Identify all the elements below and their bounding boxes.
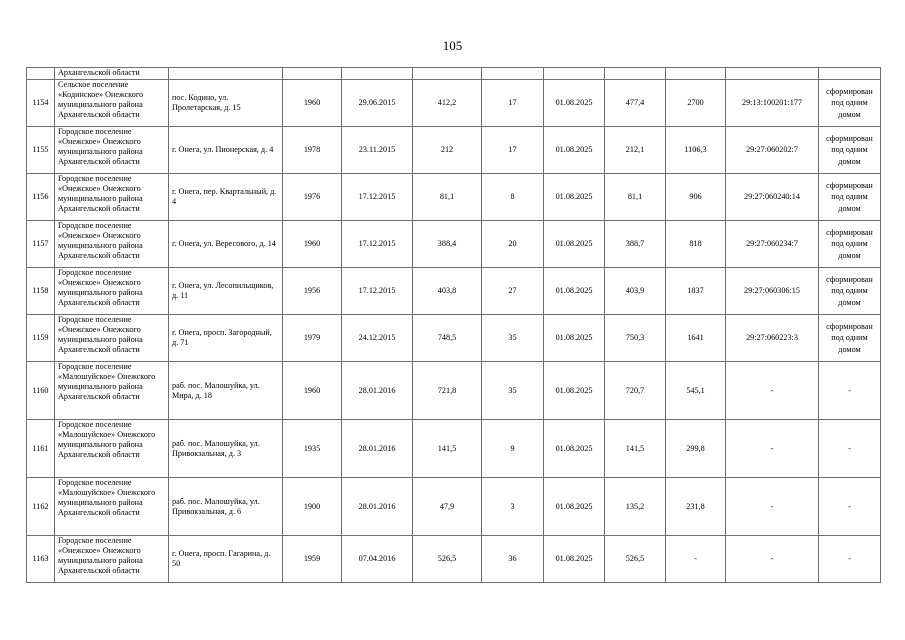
table-cell — [482, 68, 544, 80]
area-cell: 47,9 — [413, 478, 482, 536]
area-cell: 212,1 — [605, 127, 666, 174]
residents-cell: 9 — [482, 420, 544, 478]
build-year-cell: 1979 — [283, 315, 342, 362]
residents-cell: 8 — [482, 174, 544, 221]
row-number-cell: 1160 — [27, 362, 55, 420]
build-year-cell: 1960 — [283, 80, 342, 127]
address-cell: г. Онега, ул. Вересового, д. 14 — [169, 221, 283, 268]
residents-cell: 3 — [482, 478, 544, 536]
row-number-cell: 1162 — [27, 478, 55, 536]
note-cell: сформирован под одним домом — [819, 174, 881, 221]
table-cell — [342, 68, 413, 80]
row-number-cell: 1159 — [27, 315, 55, 362]
build-year-cell: 1978 — [283, 127, 342, 174]
residents-cell: 36 — [482, 536, 544, 583]
build-year-cell: 1959 — [283, 536, 342, 583]
address-cell: г. Онега, ул. Пионерская, д. 4 — [169, 127, 283, 174]
address-cell: раб. пос. Малошуйка, ул. Мира, д. 18 — [169, 362, 283, 420]
area-cell: 81,1 — [413, 174, 482, 221]
build-year-cell: 1935 — [283, 420, 342, 478]
area-cell: 526,5 — [413, 536, 482, 583]
area-cell: 141,5 — [605, 420, 666, 478]
residents-cell: 35 — [482, 315, 544, 362]
note-cell: сформирован под одним домом — [819, 221, 881, 268]
build-year-cell: 1976 — [283, 174, 342, 221]
recognition-date-cell: 17.12.2015 — [342, 221, 413, 268]
row-number-cell: 1155 — [27, 127, 55, 174]
settlement-name-cell: Городское поселение «Онежское» Онежского муниципального района Архангельской области — [55, 174, 169, 221]
address-cell: г. Онега, просп. Гагарина, д. 50 — [169, 536, 283, 583]
recognition-date-cell: 17.12.2015 — [342, 268, 413, 315]
table-row — [27, 536, 881, 583]
area-cell: 403,9 — [605, 268, 666, 315]
table-cell — [819, 68, 881, 80]
settlement-name-cell: Городское поселение «Онежское» Онежского муниципального района Архангельской области — [55, 315, 169, 362]
recognition-date-cell: 29.06.2015 — [342, 80, 413, 127]
note-cell: сформирован под одним домом — [819, 268, 881, 315]
recognition-date-cell: 23.11.2015 — [342, 127, 413, 174]
land-area-cell: 1106,3 — [666, 127, 726, 174]
address-cell: г. Онега, пер. Квартальный, д. 4 — [169, 174, 283, 221]
area-cell: 388,7 — [605, 221, 666, 268]
table-row — [27, 478, 881, 536]
address-cell: г. Онега, просп. Загородный, д. 71 — [169, 315, 283, 362]
note-cell: - — [819, 420, 881, 478]
plan-date-cell: 01.08.2025 — [544, 80, 605, 127]
settlement-name-cell: Городское поселение «Онежское» Онежского муниципального района Архангельской области — [55, 268, 169, 315]
build-year-cell: 1900 — [283, 478, 342, 536]
table-row — [27, 127, 881, 174]
land-area-cell: 231,8 — [666, 478, 726, 536]
settlement-name-cell: Городское поселение «Малошуйское» Онежского муниципального района Архангельской области — [55, 362, 169, 420]
plan-date-cell: 01.08.2025 — [544, 127, 605, 174]
recognition-date-cell: 07.04.2016 — [342, 536, 413, 583]
note-cell: сформирован под одним домом — [819, 127, 881, 174]
area-cell: 477,4 — [605, 80, 666, 127]
row-number-cell: 1156 — [27, 174, 55, 221]
plan-date-cell: 01.08.2025 — [544, 478, 605, 536]
table-cell — [726, 68, 819, 80]
recognition-date-cell: 17.12.2015 — [342, 174, 413, 221]
area-cell: 412,2 — [413, 80, 482, 127]
area-cell: 721,8 — [413, 362, 482, 420]
note-cell: сформирован под одним домом — [819, 80, 881, 127]
land-area-cell: 818 — [666, 221, 726, 268]
area-cell: 135,2 — [605, 478, 666, 536]
table-row — [27, 80, 881, 127]
address-cell: раб. пос. Малошуйка, ул. Привокзальная, д. 3 — [169, 420, 283, 478]
note-cell: - — [819, 362, 881, 420]
area-cell: 81,1 — [605, 174, 666, 221]
table-row — [27, 174, 881, 221]
residents-cell: 17 — [482, 127, 544, 174]
cadastral-number-cell: - — [726, 478, 819, 536]
settlement-name-cell: Городское поселение «Онежское» Онежского муниципального района Архангельской области — [55, 127, 169, 174]
settlement-name-cell: Городское поселение «Малошуйское» Онежского муниципального района Архангельской области — [55, 478, 169, 536]
table-row — [27, 268, 881, 315]
table-cell — [544, 68, 605, 80]
residents-cell: 20 — [482, 221, 544, 268]
build-year-cell: 1956 — [283, 268, 342, 315]
note-cell: сформирован под одним домом — [819, 315, 881, 362]
cadastral-number-cell: - — [726, 536, 819, 583]
residents-cell: 35 — [482, 362, 544, 420]
row-number-cell: 1154 — [27, 80, 55, 127]
land-area-cell: 299,8 — [666, 420, 726, 478]
row-number-cell: 1158 — [27, 268, 55, 315]
land-area-cell: 1641 — [666, 315, 726, 362]
cadastral-number-cell: 29:27:060306:15 — [726, 268, 819, 315]
settlement-name-cell: Городское поселение «Онежское» Онежского муниципального района Архангельской области — [55, 221, 169, 268]
residents-cell: 27 — [482, 268, 544, 315]
plan-date-cell: 01.08.2025 — [544, 536, 605, 583]
cadastral-number-cell: 29:27:060202:7 — [726, 127, 819, 174]
table-row — [27, 221, 881, 268]
land-area-cell: 1837 — [666, 268, 726, 315]
land-area-cell: - — [666, 536, 726, 583]
row-number-cell: 1163 — [27, 536, 55, 583]
recognition-date-cell: 28.01.2016 — [342, 420, 413, 478]
table-row — [27, 315, 881, 362]
table-cell — [413, 68, 482, 80]
address-cell: пос. Кодино, ул. Пролетарская, д. 15 — [169, 80, 283, 127]
plan-date-cell: 01.08.2025 — [544, 221, 605, 268]
note-cell: - — [819, 536, 881, 583]
area-cell: 212 — [413, 127, 482, 174]
table-cell — [283, 68, 342, 80]
page-number: 105 — [442, 38, 463, 53]
plan-date-cell: 01.08.2025 — [544, 174, 605, 221]
area-cell: 526,5 — [605, 536, 666, 583]
settlement-name-cell: Городское поселение «Малошуйское» Онежского муниципального района Архангельской области — [55, 420, 169, 478]
land-area-cell: 2700 — [666, 80, 726, 127]
area-cell: 403,8 — [413, 268, 482, 315]
plan-date-cell: 01.08.2025 — [544, 315, 605, 362]
carryover-row — [27, 68, 881, 80]
table-cell — [666, 68, 726, 80]
row-number-cell: 1157 — [27, 221, 55, 268]
plan-date-cell: 01.08.2025 — [544, 362, 605, 420]
residents-cell: 17 — [482, 80, 544, 127]
table-cell — [169, 68, 283, 80]
plan-date-cell: 01.08.2025 — [544, 420, 605, 478]
cadastral-number-cell: 29:27:060234:7 — [726, 221, 819, 268]
plan-date-cell: 01.08.2025 — [544, 268, 605, 315]
table-row — [27, 420, 881, 478]
address-cell: г. Онега, ул. Лесопильщиков, д. 11 — [169, 268, 283, 315]
area-cell: 141,5 — [413, 420, 482, 478]
cadastral-number-cell: 29:27:060240:14 — [726, 174, 819, 221]
recognition-date-cell: 24.12.2015 — [342, 315, 413, 362]
row-number-cell: 1161 — [27, 420, 55, 478]
cadastral-number-cell: 29:13:100201:177 — [726, 80, 819, 127]
area-cell: 388,4 — [413, 221, 482, 268]
area-cell: 750,3 — [605, 315, 666, 362]
housing-registry-table — [26, 67, 881, 583]
settlement-name-cell: Сельское поселение «Кодинское» Онежского муниципального района Архангельской области — [55, 80, 169, 127]
area-cell: 720,7 — [605, 362, 666, 420]
settlement-name-cell: Городское поселение «Онежское» Онежского муниципального района Архангельской области — [55, 536, 169, 583]
recognition-date-cell: 28.01.2016 — [342, 362, 413, 420]
carryover-name-cell: Архангельской области — [55, 68, 169, 80]
address-cell: раб. пос. Малошуйка, ул. Привокзальная, д. 6 — [169, 478, 283, 536]
table-cell — [605, 68, 666, 80]
build-year-cell: 1960 — [283, 221, 342, 268]
area-cell: 748,5 — [413, 315, 482, 362]
cadastral-number-cell: 29:27:060223:3 — [726, 315, 819, 362]
build-year-cell: 1960 — [283, 362, 342, 420]
table-cell — [27, 68, 55, 80]
cadastral-number-cell: - — [726, 420, 819, 478]
cadastral-number-cell: - — [726, 362, 819, 420]
land-area-cell: 906 — [666, 174, 726, 221]
recognition-date-cell: 28.01.2016 — [342, 478, 413, 536]
table-row — [27, 362, 881, 420]
note-cell: - — [819, 478, 881, 536]
land-area-cell: 545,1 — [666, 362, 726, 420]
